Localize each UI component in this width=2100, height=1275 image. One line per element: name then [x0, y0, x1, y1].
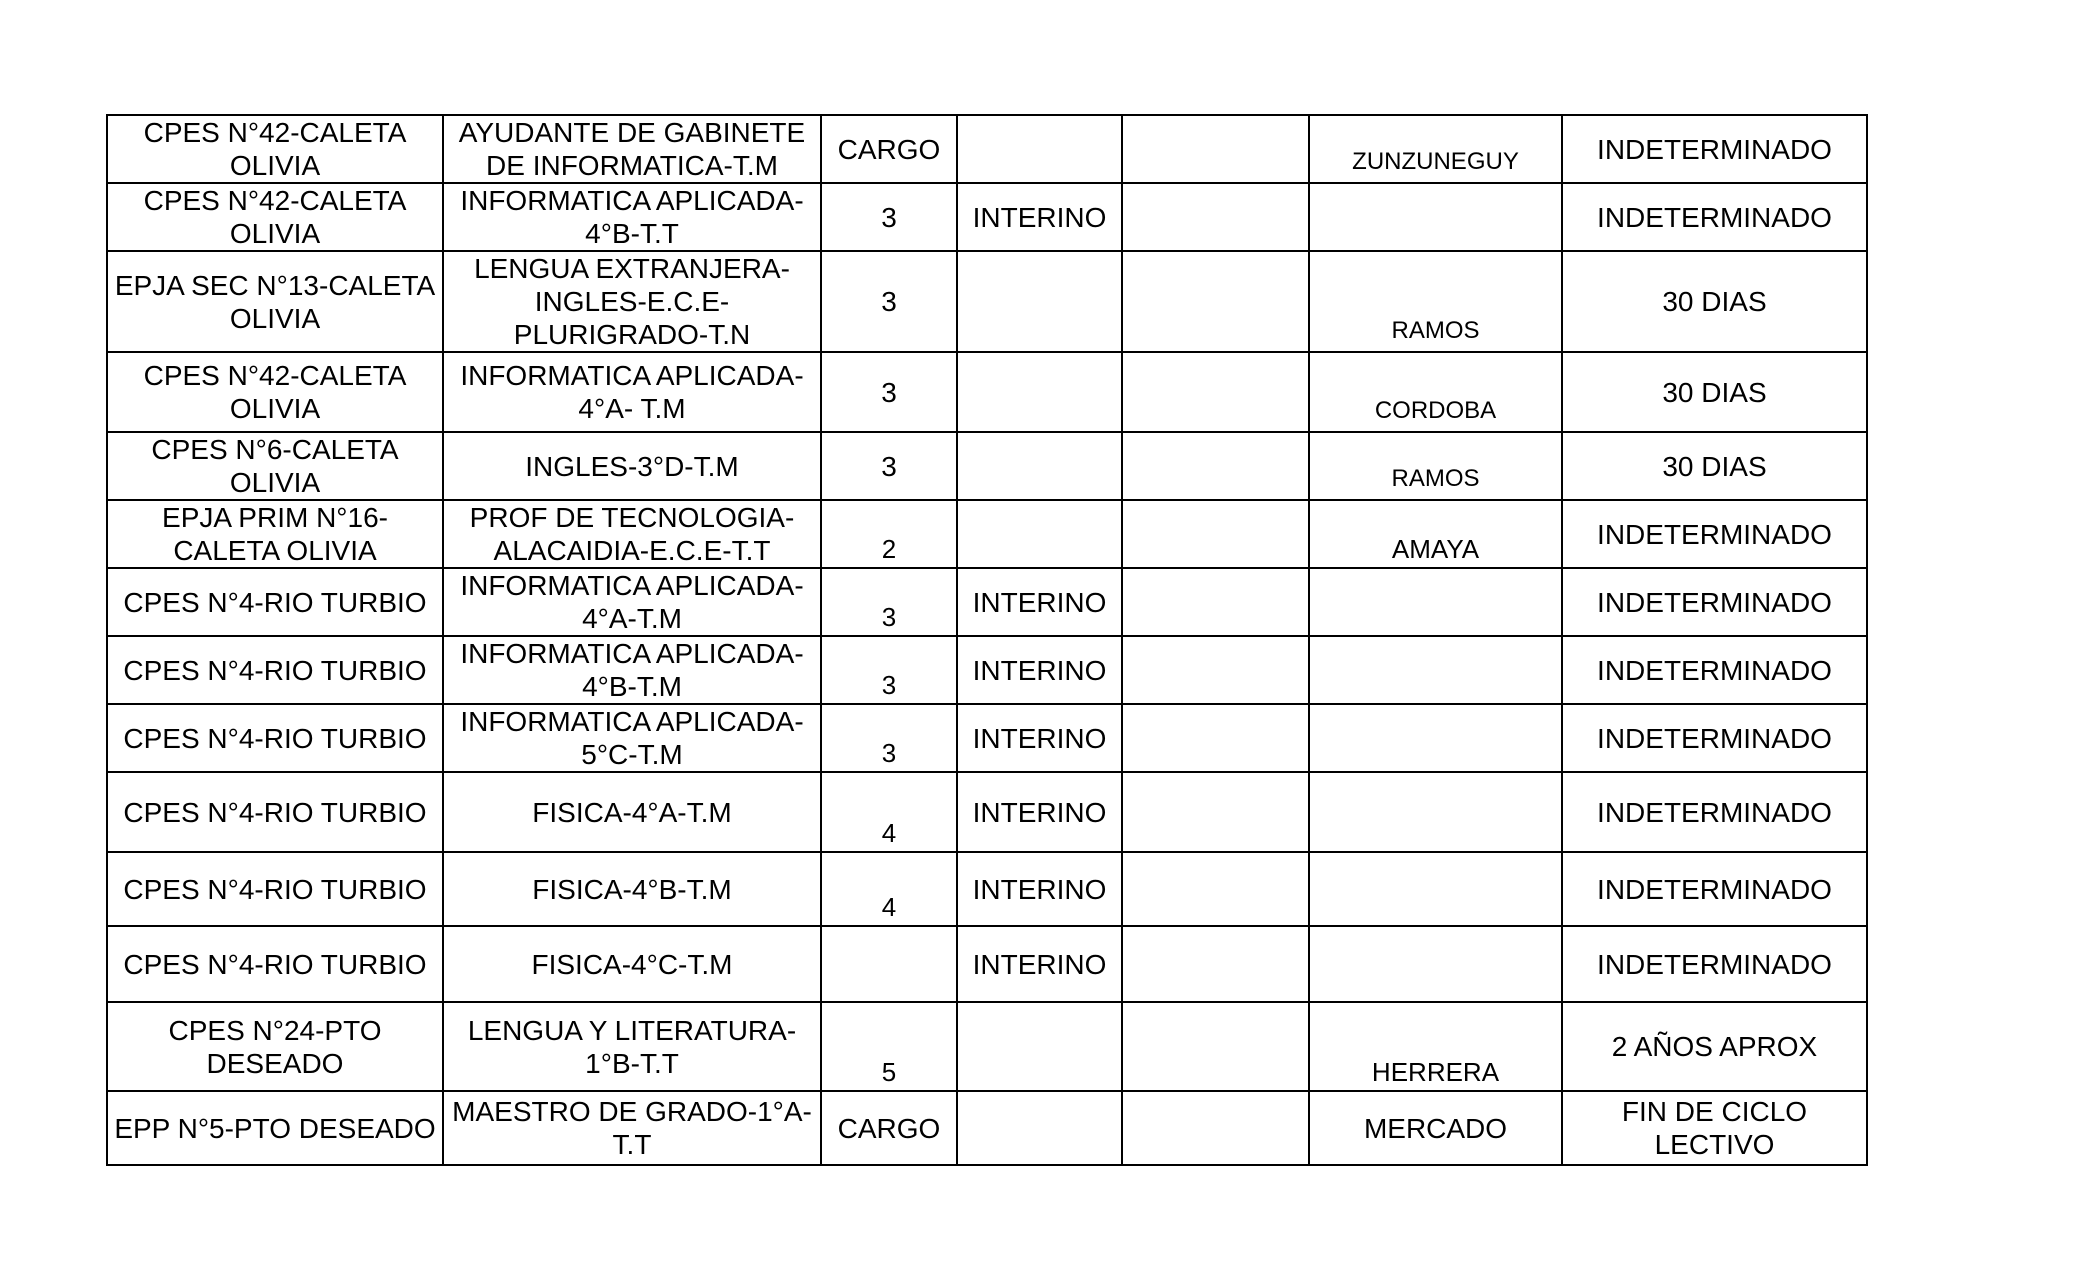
hours-cell: 2	[821, 500, 957, 568]
hours-cell: 3	[821, 568, 957, 636]
name-cell: CORDOBA	[1309, 352, 1562, 432]
school-cell: CPES N°4-RIO TURBIO	[107, 568, 443, 636]
duration-cell: 30 DIAS	[1562, 432, 1867, 500]
subject-cell: FISICA-4°C-T.M	[443, 926, 821, 1002]
school-cell: CPES N°6-CALETA OLIVIA	[107, 432, 443, 500]
subject-cell: AYUDANTE DE GABINETE DE INFORMATICA-T.M	[443, 115, 821, 183]
school-cell: CPES N°4-RIO TURBIO	[107, 926, 443, 1002]
duration-cell: INDETERMINADO	[1562, 500, 1867, 568]
subject-cell: FISICA-4°B-T.M	[443, 852, 821, 926]
duration-cell: INDETERMINADO	[1562, 772, 1867, 852]
status-cell	[957, 251, 1122, 352]
name-cell: RAMOS	[1309, 432, 1562, 500]
duration-cell: 30 DIAS	[1562, 251, 1867, 352]
table-row	[107, 852, 1867, 926]
subject-cell: LENGUA EXTRANJERA-INGLES-E.C.E-PLURIGRADO-T.N	[443, 251, 821, 352]
hours-cell: 4	[821, 772, 957, 852]
name-cell: MERCADO	[1309, 1091, 1562, 1165]
status-cell	[957, 432, 1122, 500]
status-cell	[957, 1091, 1122, 1165]
empty-cell	[1122, 1002, 1309, 1091]
empty-cell	[1122, 500, 1309, 568]
school-cell: CPES N°4-RIO TURBIO	[107, 852, 443, 926]
name-cell	[1309, 772, 1562, 852]
hours-cell: 4	[821, 852, 957, 926]
status-cell	[957, 115, 1122, 183]
table-row	[107, 1091, 1867, 1165]
empty-cell	[1122, 432, 1309, 500]
empty-cell	[1122, 251, 1309, 352]
table-row	[107, 772, 1867, 852]
empty-cell	[1122, 852, 1309, 926]
table-row	[107, 115, 1867, 183]
subject-cell: INFORMATICA APLICADA-5°C-T.M	[443, 704, 821, 772]
name-cell: AMAYA	[1309, 500, 1562, 568]
school-cell: CPES N°4-RIO TURBIO	[107, 704, 443, 772]
status-cell: INTERINO	[957, 704, 1122, 772]
school-cell: CPES N°42-CALETA OLIVIA	[107, 115, 443, 183]
table-body	[107, 115, 1867, 1165]
empty-cell	[1122, 704, 1309, 772]
hours-cell: 3	[821, 636, 957, 704]
subject-cell: LENGUA Y LITERATURA-1°B-T.T	[443, 1002, 821, 1091]
name-cell: ZUNZUNEGUY	[1309, 115, 1562, 183]
empty-cell	[1122, 115, 1309, 183]
subject-cell: MAESTRO DE GRADO-1°A-T.T	[443, 1091, 821, 1165]
vacancies-table	[106, 114, 1868, 1166]
empty-cell	[1122, 568, 1309, 636]
duration-cell: INDETERMINADO	[1562, 115, 1867, 183]
subject-cell: INFORMATICA APLICADA-4°B-T.M	[443, 636, 821, 704]
table-row	[107, 568, 1867, 636]
table-row	[107, 926, 1867, 1002]
name-cell: HERRERA	[1309, 1002, 1562, 1091]
hours-cell: CARGO	[821, 1091, 957, 1165]
status-cell: INTERINO	[957, 772, 1122, 852]
name-cell: RAMOS	[1309, 251, 1562, 352]
empty-cell	[1122, 352, 1309, 432]
subject-cell: FISICA-4°A-T.M	[443, 772, 821, 852]
empty-cell	[1122, 636, 1309, 704]
subject-cell: INFORMATICA APLICADA-4°B-T.T	[443, 183, 821, 251]
school-cell: EPJA SEC N°13-CALETA OLIVIA	[107, 251, 443, 352]
school-cell: CPES N°42-CALETA OLIVIA	[107, 183, 443, 251]
name-cell	[1309, 704, 1562, 772]
table-row	[107, 352, 1867, 432]
empty-cell	[1122, 183, 1309, 251]
duration-cell: INDETERMINADO	[1562, 636, 1867, 704]
status-cell: INTERINO	[957, 183, 1122, 251]
school-cell: CPES N°4-RIO TURBIO	[107, 772, 443, 852]
duration-cell: INDETERMINADO	[1562, 704, 1867, 772]
hours-cell: 3	[821, 183, 957, 251]
status-cell	[957, 500, 1122, 568]
table-row	[107, 183, 1867, 251]
name-cell	[1309, 636, 1562, 704]
subject-cell: PROF DE TECNOLOGIA-ALACAIDIA-E.C.E-T.T	[443, 500, 821, 568]
table-row	[107, 500, 1867, 568]
school-cell: CPES N°24-PTO DESEADO	[107, 1002, 443, 1091]
hours-cell: CARGO	[821, 115, 957, 183]
name-cell	[1309, 183, 1562, 251]
hours-cell: 3	[821, 704, 957, 772]
table-row	[107, 1002, 1867, 1091]
table-row	[107, 704, 1867, 772]
empty-cell	[1122, 1091, 1309, 1165]
hours-cell: 3	[821, 251, 957, 352]
status-cell: INTERINO	[957, 926, 1122, 1002]
hours-cell: 3	[821, 352, 957, 432]
table-row	[107, 636, 1867, 704]
duration-cell: INDETERMINADO	[1562, 852, 1867, 926]
status-cell: INTERINO	[957, 568, 1122, 636]
empty-cell	[1122, 926, 1309, 1002]
status-cell: INTERINO	[957, 636, 1122, 704]
hours-cell: 5	[821, 1002, 957, 1091]
status-cell: INTERINO	[957, 852, 1122, 926]
status-cell	[957, 352, 1122, 432]
school-cell: EPJA PRIM N°16-CALETA OLIVIA	[107, 500, 443, 568]
table-row	[107, 432, 1867, 500]
duration-cell: 30 DIAS	[1562, 352, 1867, 432]
school-cell: EPP N°5-PTO DESEADO	[107, 1091, 443, 1165]
hours-cell	[821, 926, 957, 1002]
duration-cell: INDETERMINADO	[1562, 568, 1867, 636]
duration-cell: 2 AÑOS APROX	[1562, 1002, 1867, 1091]
subject-cell: INFORMATICA APLICADA-4°A-T.M	[443, 568, 821, 636]
status-cell	[957, 1002, 1122, 1091]
name-cell	[1309, 568, 1562, 636]
table-row	[107, 251, 1867, 352]
subject-cell: INFORMATICA APLICADA-4°A- T.M	[443, 352, 821, 432]
name-cell	[1309, 852, 1562, 926]
empty-cell	[1122, 772, 1309, 852]
duration-cell: FIN DE CICLO LECTIVO	[1562, 1091, 1867, 1165]
duration-cell: INDETERMINADO	[1562, 926, 1867, 1002]
duration-cell: INDETERMINADO	[1562, 183, 1867, 251]
school-cell: CPES N°4-RIO TURBIO	[107, 636, 443, 704]
name-cell	[1309, 926, 1562, 1002]
subject-cell: INGLES-3°D-T.M	[443, 432, 821, 500]
school-cell: CPES N°42-CALETA OLIVIA	[107, 352, 443, 432]
hours-cell: 3	[821, 432, 957, 500]
